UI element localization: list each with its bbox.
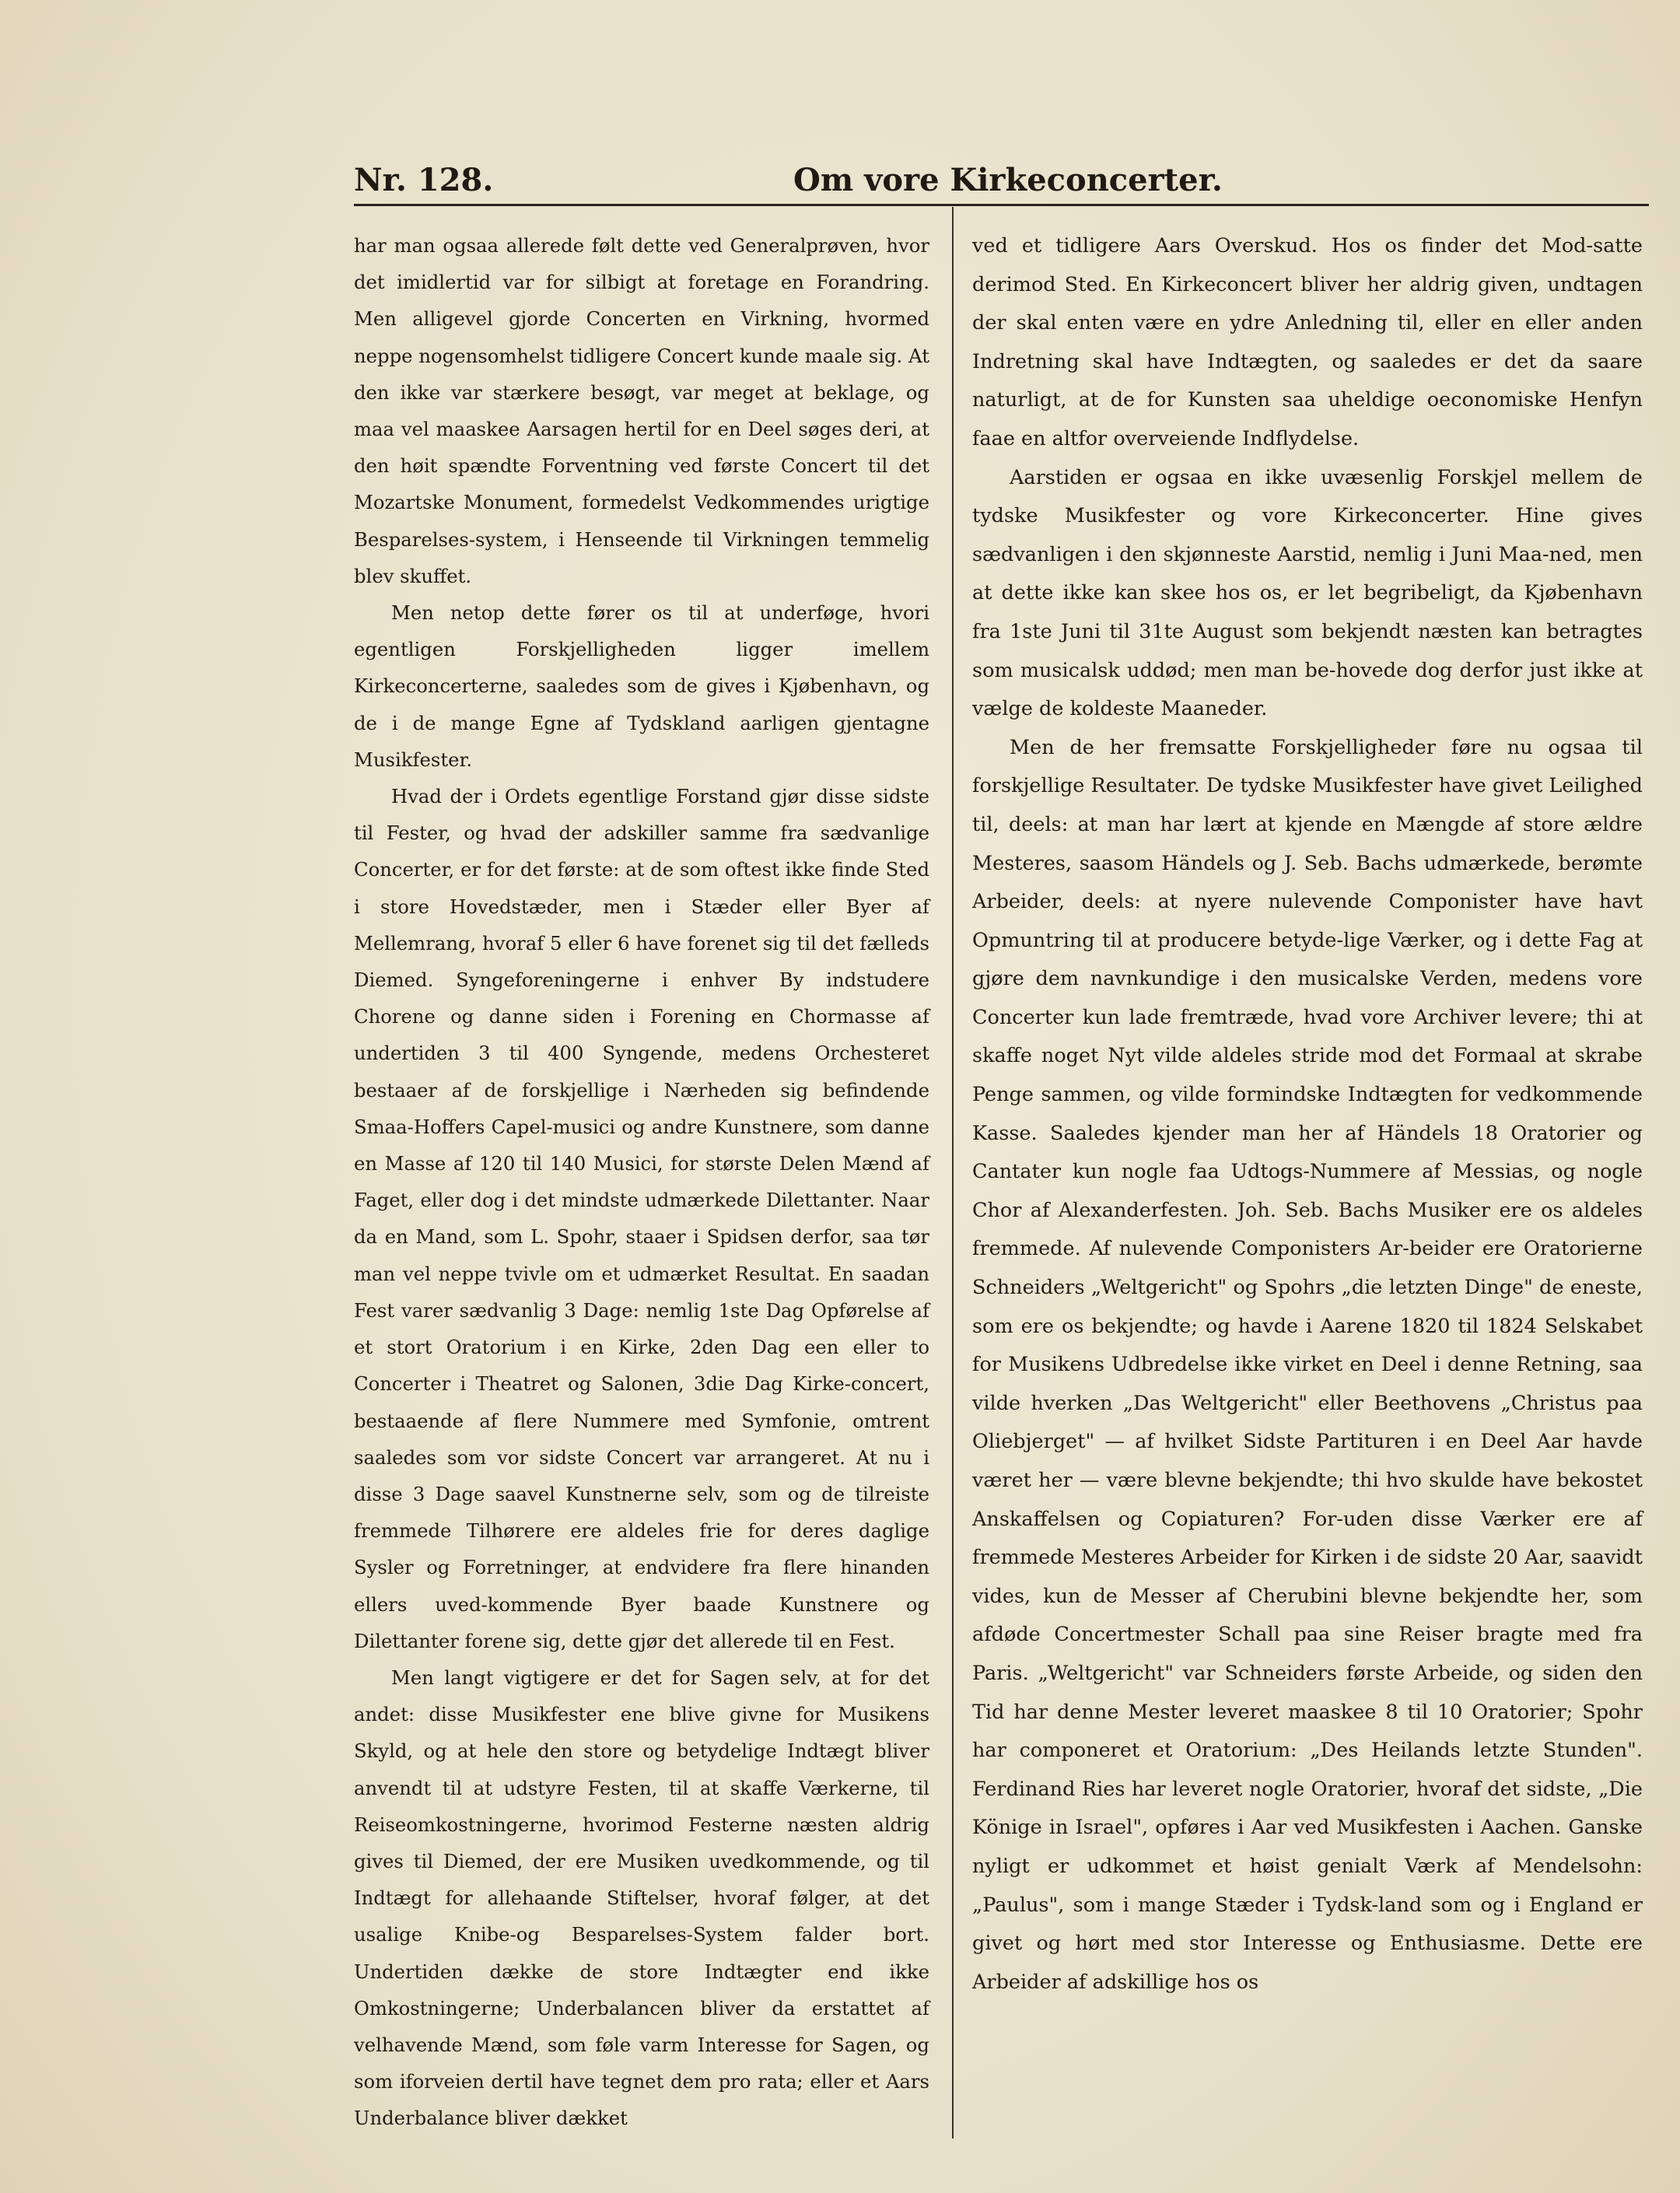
column-divider — [952, 207, 954, 2139]
page-number: Nr. 128. — [354, 162, 494, 198]
paragraph: har man ogsaa allerede følt dette ved Generalprøven, hvor det imidlertid var for silbigt at foretage en Forandring. Men alligevel gjorde Concerten en Virkning, hvormed neppe nogensomhelst tidligere Concert kunde maale sig. At den ikke var stærkere besøgt, var meget at beklage, og maa vel maaskee Aarsagen hertil for en Deel søges deri, at den høit spændte Forventning ved første Concert til det Mozartske Monument, formedelst Vedkommendes urigtige Besparelses-system, i Henseende til Virkningen temmelig blev skuffet. — [354, 234, 929, 587]
paragraph: Men de her fremsatte Forskjelligheder føre nu ogsaa til forskjellige Resultater. De tydske Musikfester have givet Leilighed til, deels: at man har lært at kjende en Mængde af store ældre Mesteres, saasom Händels og J. Seb. Bachs udmærkede, berømte Arbeider, deels: at nyere nulevende Componister have havt Opmuntring til at producere betyde-lige Værker, og i dette Fag at gjøre dem navnkundige i den musicalske Verden, medens vore Concerter kun lade fremtræde, hvad vore Archiver levere; thi at skaffe noget Nyt vilde aldeles stride mod det Formaal at skrabe Penge sammen, og vilde formindske Indtægten for vedkommende Kasse. Saaledes kjender man her af Händels 18 Oratorier og Cantater kun nogle faa Udtogs-Nummere af Messias, og nogle Chor af Alexanderfesten. Joh. Seb. Bachs Musiker ere os aldeles fremmede. Af nulevende Componisters Ar-beider ere Oratorierne Schneiders „Weltgericht" og Spohrs „die letzten Dinge" de eneste, som ere os bekjendte; og havde i Aarene 1820 til 1824 Selskabet for Musikens Udbredelse ikke virket en Deel i denne Retning, saa vilde hverken „Das Weltgericht" eller Beethovens „Christus paa Oliebjerget" — af hvilket Sidste Partituren i en Deel Aar havde været her — være blevne bekjendte; thi hvo skulde have bekostet Anskaffelsen og Copiaturen? For-uden disse Værker ere af fremmede Mesteres Arbeider for Kirken i de sidste 20 Aar, saavidt vides, kun de Messer af Cherubini blevne bekjendte her, som afdøde Concertmester Schall paa sine Reiser bragte med fra Paris. „Weltgericht" var Schneiders første Arbeide, og siden den Tid har denne Mester leveret maaskee 8 til 10 Oratorier; Spohr har componeret et Oratorium: „Des Heilands letzte Stunden". Ferdinand Ries har leveret nogle Oratorier, hvoraf det sidste, „Die Könige in Israel", opføres i Aar ved Musikfesten i Aachen. Ganske nyligt er udkommet et høist genialt Værk af Mendelsohn: „Paulus", som i mange Stæder i Tydsk-land som og i England er givet og hørt med stor Interesse og Enthusiasme. Dette ere Arbeider af adskillige hos os — [972, 735, 1643, 1994]
page-header — [354, 162, 1587, 201]
paragraph: ved et tidligere Aars Overskud. Hos os finder det Mod-satte derimod Sted. En Kirkeconcert bliver her aldrig given, undtagen der skal enten være en ydre Anledning til, eller en eller anden Indretning skal have Indtægten, og saaledes er det da saare naturligt, at de for Kunsten saa uheldige oeconomiske Henfyn faae en altfor overveiende Indflydelse. — [972, 234, 1643, 450]
paragraph: Hvad der i Ordets egentlige Forstand gjør disse sidste til Fester, og hvad der adskiller samme fra sædvanlige Concerter, er for det første: at de som oftest ikke finde Sted i store Hovedstæder, men i Stæder eller Byer af Mellemrang, hvoraf 5 eller 6 have forenet sig til det fælleds Diemed. Syngeforeningerne i enhver By indstudere Chorene og danne siden i Forening en Chormasse af undertiden 3 til 400 Syngende, medens Orchesteret bestaaer af de forskjellige i Nærheden sig befindende Smaa-Hoffers Capel-musici og andre Kunstnere, som danne en Masse af 120 til 140 Musici, for største Delen Mænd af Faget, eller dog i det mindste udmærkede Dilettanter. Naar da en Mand, som L. Spohr, staaer i Spidsen derfor, saa tør man vel neppe tvivle om et udmærket Resultat. En saadan Fest varer sædvanlig 3 Dage: nemlig 1ste Dag Opførelse af et stort Oratorium i en Kirke, 2den Dag een eller to Concerter i Theatret og Salonen, 3die Dag Kirke-concert, bestaaende af flere Nummere med Symfonie, omtrent saaledes som vor sidste Concert var arrangeret. At nu i disse 3 Dage saavel Kunstnerne selv, som og de tilreiste fremmede Tilhørere ere aldeles frie for deres daglige Sysler og Forretninger, at endvidere fra flere hinanden ellers uved-kommende Byer baade Kunstnere og Dilettanter forene sig, dette gjør det allerede til en Fest. — [354, 785, 929, 1652]
right-column — [972, 227, 1643, 2002]
header-rule — [354, 204, 1649, 206]
paragraph: Men langt vigtigere er det for Sagen selv, at for det andet: disse Musikfester ene blive givne for Musikens Skyld, og at hele den store og betydelige Indtægt bliver anvendt til at udstyre Festen, til at skaffe Værkerne, til Reiseomkostningerne, hvorimod Festerne næsten aldrig gives til Diemed, der ere Musiken uvedkommende, og til Indtægt for allehaande Stiftelser, hvoraf følger, at det usalige Knibe-og Besparelses-System falder bort. Undertiden dække de store Indtægter end ikke Omkostningerne; Underbalancen bliver da erstattet af velhavende Mænd, som føle varm Interesse for Sagen, og som iforveien dertil have tegnet dem pro rata; eller et Aars Underbalance bliver dækket — [354, 1666, 929, 2130]
article-title: Om vore Kirkeconcerter. — [793, 162, 1223, 198]
paragraph: Aarstiden er ogsaa en ikke uvæsenlig Forskjel mellem de tydske Musikfester og vore Kirkeconcerter. Hine gives sædvanligen i den skjønneste Aarstid, nemlig i Juni Maa-ned, men at dette ikke kan skee hos os, er let begribeligt, da Kjøbenhavn fra 1ste Juni til 31te August som bekjendt næsten kan betragtes som musicalsk uddød; men man be-hovede dog derfor just ikke at vælge de koldeste Maaneder. — [972, 465, 1643, 721]
paragraph: Men netop dette fører os til at underføge, hvori egentligen Forskjelligheden ligger imellem Kirkeconcerterne, saaledes som de gives i Kjøbenhavn, og de i de mange Egne af Tydskland aarligen gjentagne Musikfester. — [354, 601, 929, 771]
left-column — [354, 227, 929, 2137]
